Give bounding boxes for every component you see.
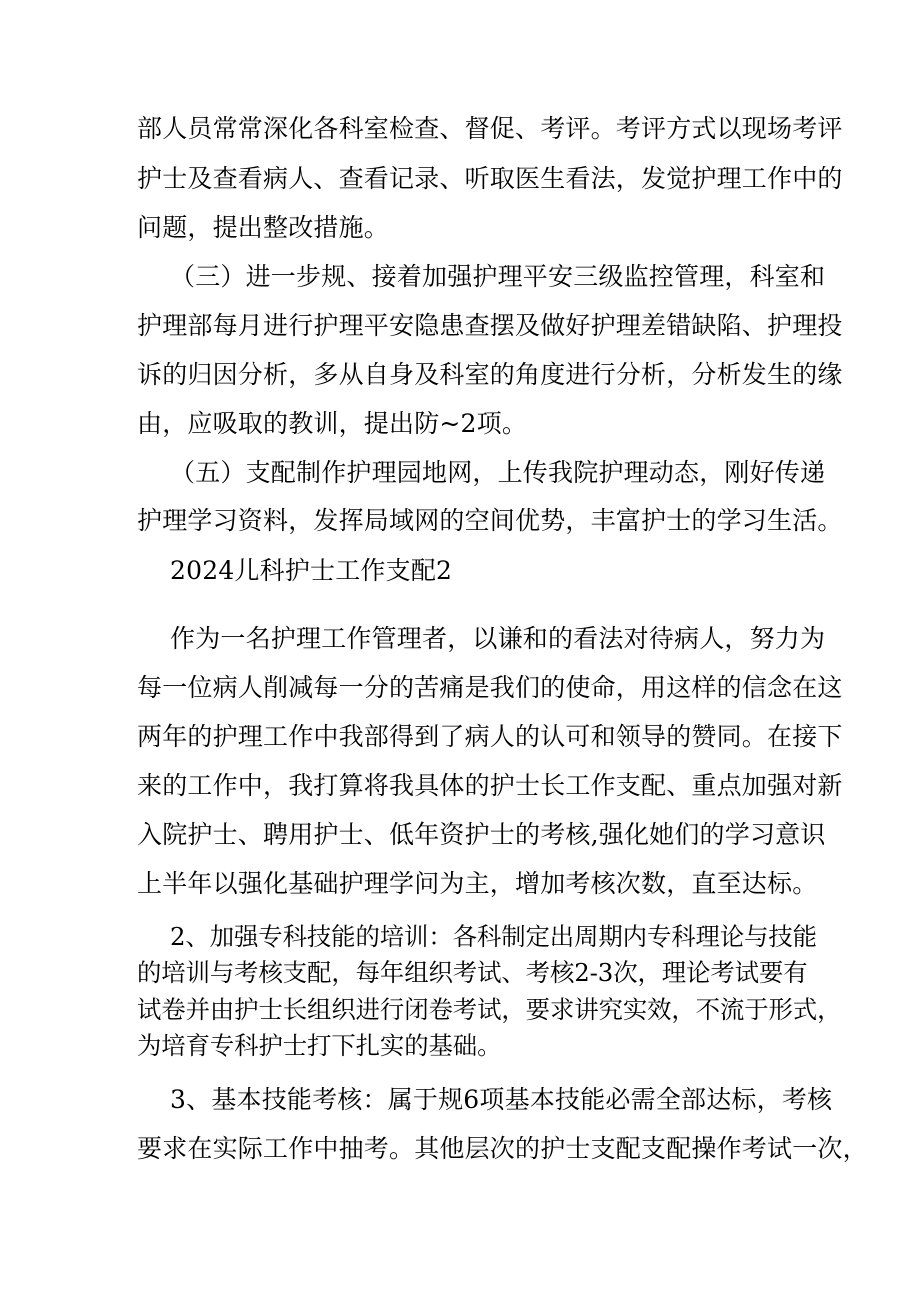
text-line: 入院护士、聘用护士、低年资护士的考核,强化她们的学习意识: [137, 820, 826, 849]
text-line: 上半年以强化基础护理学问为主，增加考核次数，直至达标。: [137, 869, 818, 898]
text-line: 的培训与考核支配，每年组织考试、考核2-3次，理论考试要有: [137, 958, 808, 987]
text-line: 要求在实际工作中抽考。其他层次的护士支配支配操作考试一次，: [137, 1134, 868, 1163]
text-line: 每一位病人削减每一分的苦痛是我们的使命，用这样的信念在这: [137, 673, 843, 702]
text-line: 来的工作中，我打算将我具体的护士长工作支配、重点加强对新: [137, 771, 843, 800]
section-heading: 2024儿科护士工作支配2: [170, 556, 453, 585]
text-line: 诉的归因分析，多从自身及科室的角度进行分析，分析发生的缘: [137, 360, 843, 389]
text-line: 护理部每月进行护理平安隐患查摆及做好护理差错缺陷、护理投: [137, 311, 843, 340]
text-line: 部人员常常深化各科室检查、督促、考评。考评方式以现场考评: [137, 114, 843, 143]
text-line: 3、基本技能考核：属于规6项基本技能必需全部达标，考核: [170, 1085, 833, 1114]
text-line: 问题，提出整改措施。: [137, 213, 390, 242]
text-line: 试卷并由护士长组织进行闭卷考试，要求讲究实效，不流于形式，: [137, 995, 842, 1024]
text-line: （五）支配制作护理园地网，上传我院护理动态，刚好传递: [170, 458, 826, 487]
text-line: 作为一名护理工作管理者，以谦和的看法对待病人，努力为: [170, 624, 826, 653]
text-line: 由，应吸取的教训，提出防~2项。: [137, 409, 528, 438]
text-line: 为培育专科护士打下扎实的基础。: [137, 1031, 502, 1060]
text-line: 护理学习资料，发挥局域网的空间优势，丰富护士的学习生活。: [137, 506, 843, 535]
text-line: 两年的护理工作中我部得到了病人的认可和领导的赞同。在接下: [137, 722, 843, 751]
text-line: 护士及查看病人、查看记录、听取医生看法，发觉护理工作中的: [137, 164, 843, 193]
text-line: （三）进一步规、接着加强护理平安三级监控管理，科室和: [170, 262, 826, 291]
text-line: 2、加强专科技能的培训：各科制定出周期内专科理论与技能: [170, 922, 817, 951]
